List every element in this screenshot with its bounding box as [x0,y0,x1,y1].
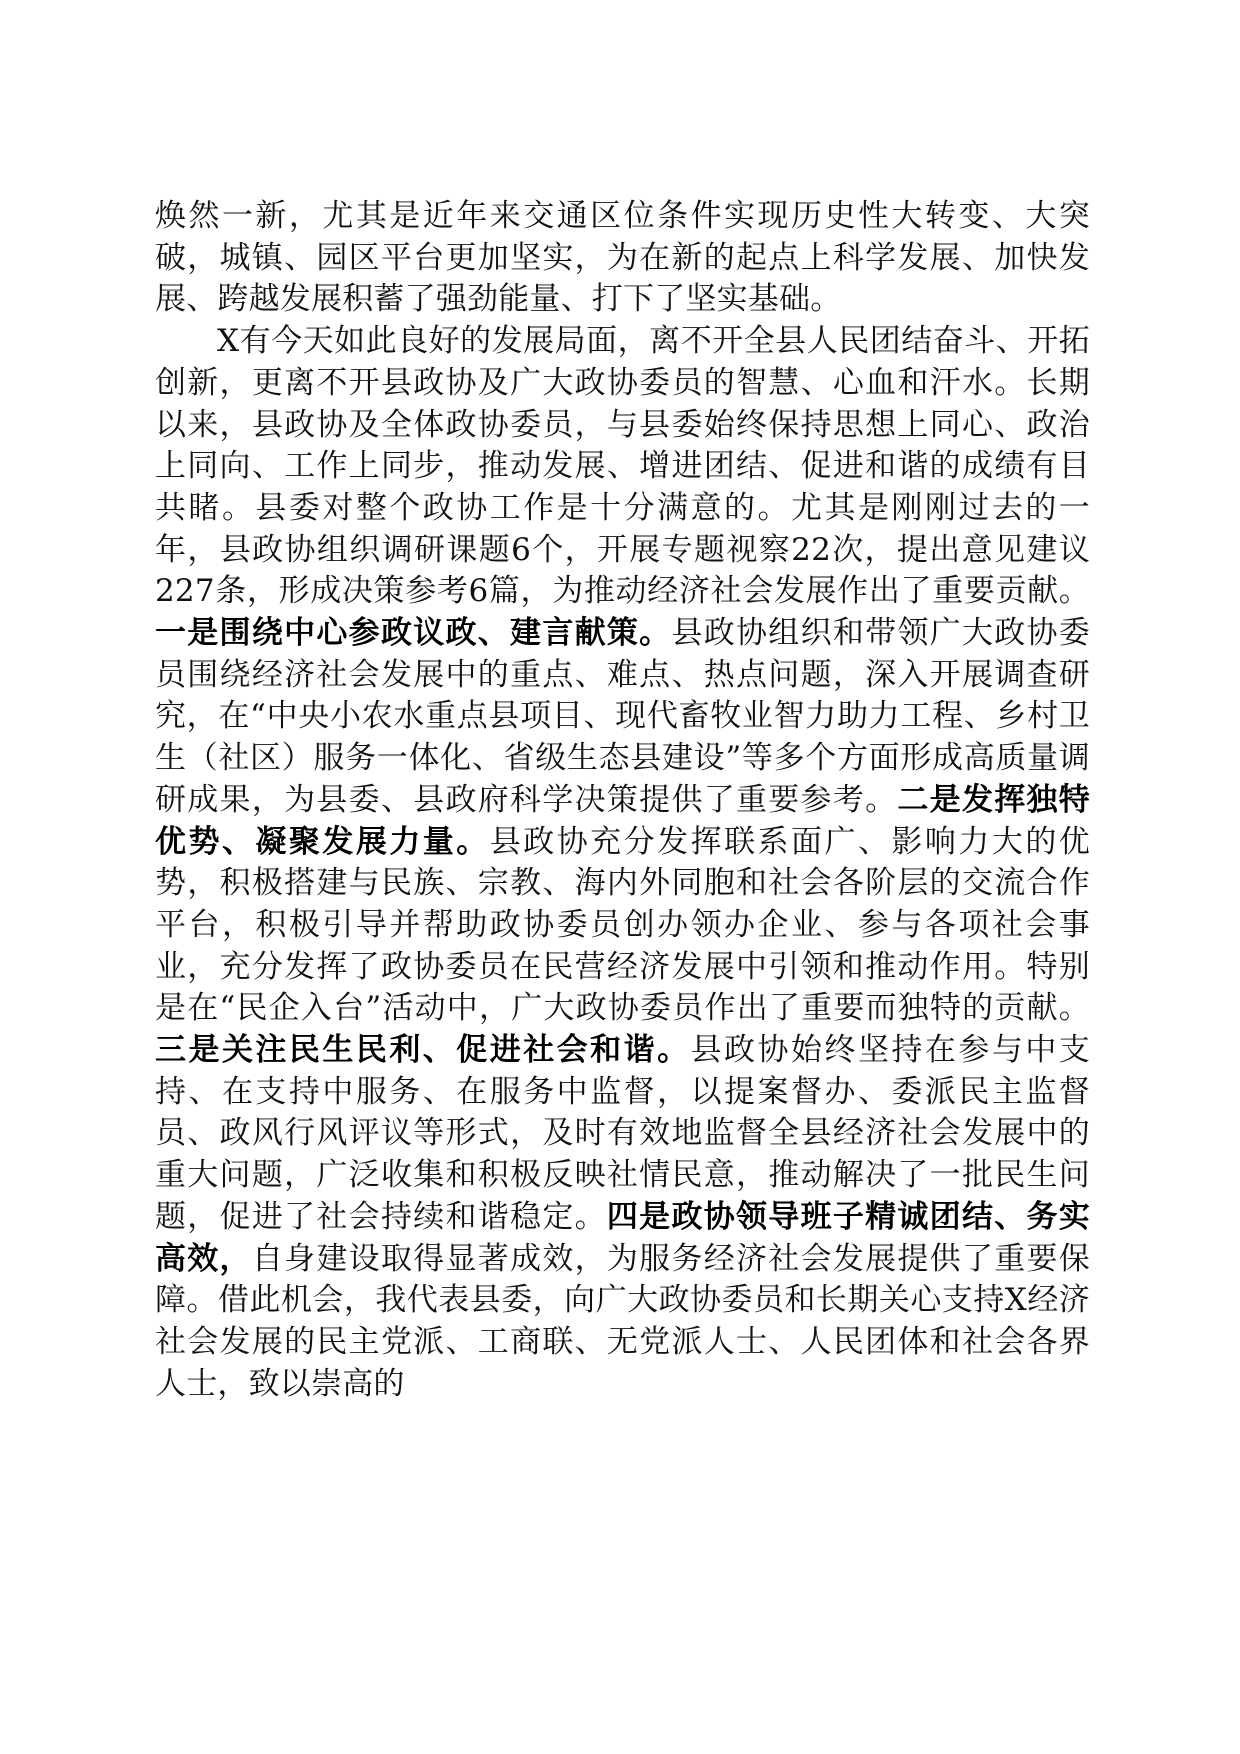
paragraph-1-text: 焕然一新，尤其是近年来交通区位条件实现历史性大转变、大突破，城镇、园区平台更加坚实，为在新的起点上科学发展、加快发展、跨越发展积蓄了强劲能量、打下了坚实基础。 [155,198,1090,318]
point-4-body: 自身建设取得显著成效，为服务经济社会发展提供了重要保障。借此机会，我代表县委，向广大政协委员和长期关心支持X经济社会发展的民主党派、工商联、无党派人士、人民团体和社会各界人士，致以崇高的 [155,1240,1090,1402]
point-3-heading: 三是关注民生民利、促进社会和谐。 [155,1032,691,1069]
point-3-body: 县政协始终坚持在参与中支持、在支持中服务、在服务中监督，以提案督办、委派民主监督员、政风行风评议等形式，及时有效地监督全县经济社会发展中的重大问题，广泛收集和积极反映社情民意，推动解决了一批民生问题，促进了社会持续和谐稳定。 [155,1032,1090,1235]
point-4-heading: 四是政协领导班子精诚团结、务实高效， [155,1198,1090,1277]
paragraph-2 [155,321,1090,1405]
point-1-heading: 一是围绕中心参政议政、建言献策。 [155,615,672,652]
document-body [155,196,1090,1405]
point-1-body: 县政协组织和带领广大政协委员围绕经济社会发展中的重点、难点、热点问题，深入开展调查研究，在“中央小农水重点县项目、现代畜牧业智力助力工程、乡村卫生（社区）服务一体化、省级生态县建设”等多个方面形成高质量调研成果，为县委、县政府科学决策提供了重要参考。 [155,615,1090,818]
point-2-heading: 二是发挥独特优势、凝聚发展力量。 [155,781,1090,860]
paragraph-2-intro: X有今天如此良好的发展局面，离不开全县人民团结奋斗、开拓创新，更离不开县政协及广大政协委员的智慧、心血和汗水。长期以来，县政协及全体政协委员，与县委始终保持思想上同心、政治上同向、工作上同步，推动发展、增进团结、促进和谐的成绩有目共睹。县委对整个政协工作是十分满意的。尤其是刚刚过去的一年，县政协组织调研课题6个，开展专题视察22次，提出意见建议227条，形成决策参考6篇，为推动经济社会发展作出了重要贡献。 [155,323,1090,610]
point-2-body: 县政协充分发挥联系面广、影响力大的优势，积极搭建与民族、宗教、海内外同胞和社会各阶层的交流合作平台，积极引导并帮助政协委员创办领办企业、参与各项社会事业，充分发挥了政协委员在民营经济发展中引领和推动作用。特别是在“民企入台”活动中，广大政协委员作出了重要而独特的贡献。 [155,823,1091,1027]
paragraph-1 [155,196,1090,321]
